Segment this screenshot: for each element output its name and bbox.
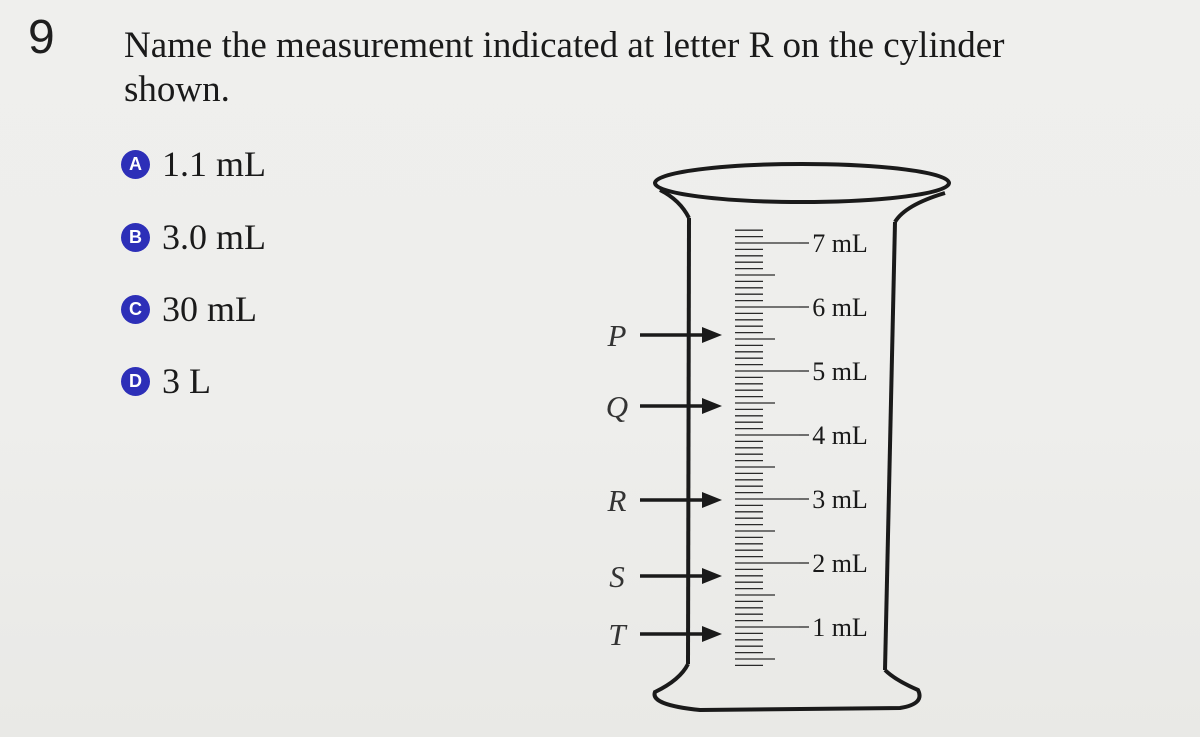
option-a-label: 1.1 mL xyxy=(162,144,266,184)
option-d[interactable] xyxy=(121,362,211,400)
scale-labels xyxy=(799,229,868,642)
scale-label: 4 mL xyxy=(812,421,868,450)
question-number: 9 xyxy=(28,11,55,64)
scale-label: 1 mL xyxy=(812,613,868,642)
question-text: Name the measurement indicated at letter R on the cylinder shown. xyxy=(124,25,1005,110)
cylinder-base xyxy=(655,664,920,710)
option-c[interactable] xyxy=(121,290,257,328)
scale-label: 6 mL xyxy=(812,293,868,322)
scale-label: 2 mL xyxy=(812,549,868,578)
scale-label: 3 mL xyxy=(812,485,868,514)
arrow-head xyxy=(702,327,722,343)
option-d-badge: D xyxy=(121,367,150,396)
graduated-cylinder-diagram xyxy=(560,150,980,725)
cylinder-right-wall xyxy=(885,222,895,670)
arrow-head xyxy=(702,398,722,414)
option-b[interactable] xyxy=(121,218,266,256)
cylinder-rim xyxy=(655,164,949,202)
scale-label: 7 mL xyxy=(812,229,868,258)
cylinder-left-wall xyxy=(688,218,689,664)
option-a[interactable] xyxy=(121,145,266,183)
scale-label: 5 mL xyxy=(812,357,868,386)
arrow-letter-r: R xyxy=(607,483,627,518)
arrow-letter-p: P xyxy=(607,318,627,353)
pointer-arrows xyxy=(606,318,722,652)
arrow-head xyxy=(702,626,722,642)
option-b-badge: B xyxy=(121,223,150,252)
arrow-head xyxy=(702,492,722,508)
option-d-label: 3 L xyxy=(162,361,211,401)
arrow-letter-t: T xyxy=(608,617,626,652)
option-a-badge: A xyxy=(121,150,150,179)
option-c-badge: C xyxy=(121,295,150,324)
scale-ticks xyxy=(735,230,799,665)
arrow-letter-s: S xyxy=(609,559,625,594)
option-c-label: 30 mL xyxy=(162,289,257,329)
option-b-label: 3.0 mL xyxy=(162,217,266,257)
arrow-head xyxy=(702,568,722,584)
arrow-letter-q: Q xyxy=(605,389,629,424)
